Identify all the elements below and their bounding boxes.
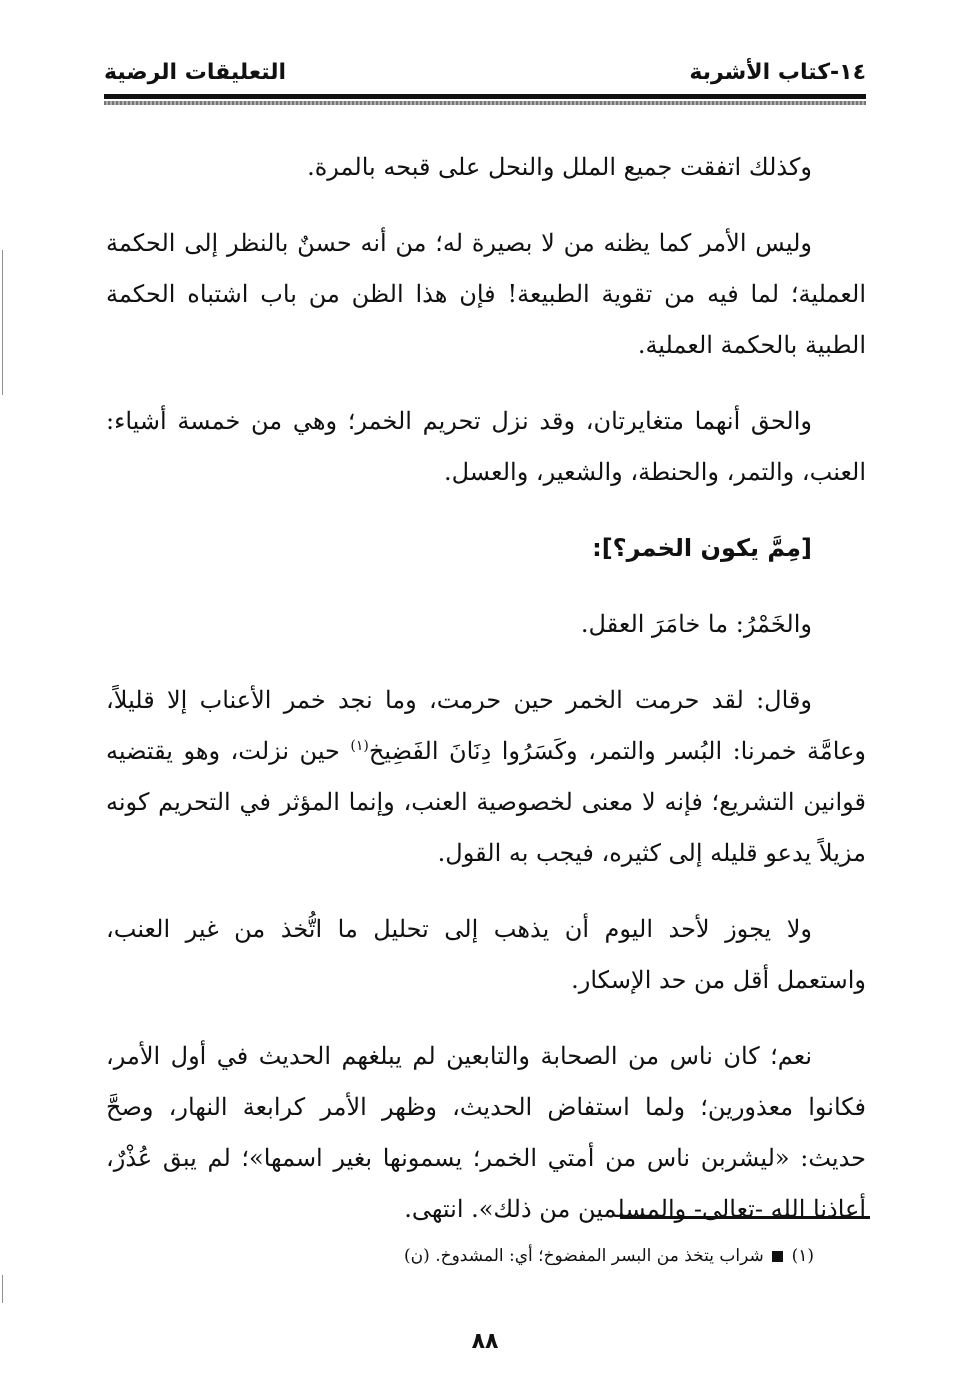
footnote-number: (١) [791,1246,814,1266]
footnote-suffix: (ن) [404,1246,430,1266]
paragraph-consensus: وكذلك اتفقت جميع الملل والنحل على قبحه بالمرة. [307,153,812,181]
paragraph-five-sources: والحق أنهما متغايرتان، وقد نزل تحريم الخمر؛ وهي من خمسة أشياء: العنب، والتمر، والحنطة، والشعير، والعسل. [106,407,866,486]
book-title: التعليقات الرضية [104,60,287,85]
page-number: ٨٨ [471,1329,499,1354]
chapter-title: ١٤-كتاب الأشربة [689,60,866,85]
scan-edge-mark [2,250,3,395]
paragraph-prohibition: ولا يجوز لأحد اليوم أن يذهب إلى تحليل ما اتُّخذ من غير العنب، واستعمل أقل من حد الإسكار. [106,915,866,994]
black-square-icon [772,1251,783,1262]
paragraph-definition: والخَمْرُ: ما خامَرَ العقل. [580,610,812,638]
header-rule [104,94,866,99]
footnote-rule [620,1216,870,1219]
paragraph-hadith: نعم؛ كان ناس من الصحابة والتابعين لم يبلغهم الحديث في أول الأمر، فكانوا معذورين؛ ولما استفاض الحديث، وظهر الأمر كرابعة النهار، وصحَّ حديث: «ليشربن ناس من أمتي الخمر؛ يسمونها بغير اسمها»؛ لم يبق عُذْرٌ، أعاذنا الله -تعالى- والمسلمين من ذلك». انتهى. [106,1042,866,1223]
footnote-text: شراب يتخذ من البسر المفضوخ؛ أي: المشدوخ. [435,1246,764,1266]
quote-before-footnote: وقال: لقد حرمت الخمر حين حرمت، وما نجد خمر الأعناب إلا قليلاً، وعامَّة خمرنا: البُسر والتمر، وكَسَرُوا دِنَانَ الفَضِيخ [106,686,866,765]
paragraph-quote [106,675,866,879]
paragraph-not-beneficial: وليس الأمر كما يظنه من لا بصيرة له؛ من أنه حسنٌ بالنظر إلى الحكمة العملية؛ لما فيه من تقوية الطبيعة! فإن هذا الظن من باب اشتباه الحكمة الطبية بالحكمة العملية. [106,229,866,359]
header-rule-shadow [104,101,866,105]
scan-edge-mark [2,1275,3,1303]
main-text [106,142,866,1223]
section-heading: [مِمَّ يكون الخمر؟]: [592,534,812,562]
footnote-reference: (١) [350,738,369,754]
quote-after-footnote: حين نزلت، وهو يقتضيه قوانين التشريع؛ فإنه لا معنى لخصوصية العنب، وإنما المؤثر في التحريم كونه مزيلاً يدعو قليله إلى كثيره، فيجب به القول. [106,737,866,867]
footnote [320,1243,814,1269]
